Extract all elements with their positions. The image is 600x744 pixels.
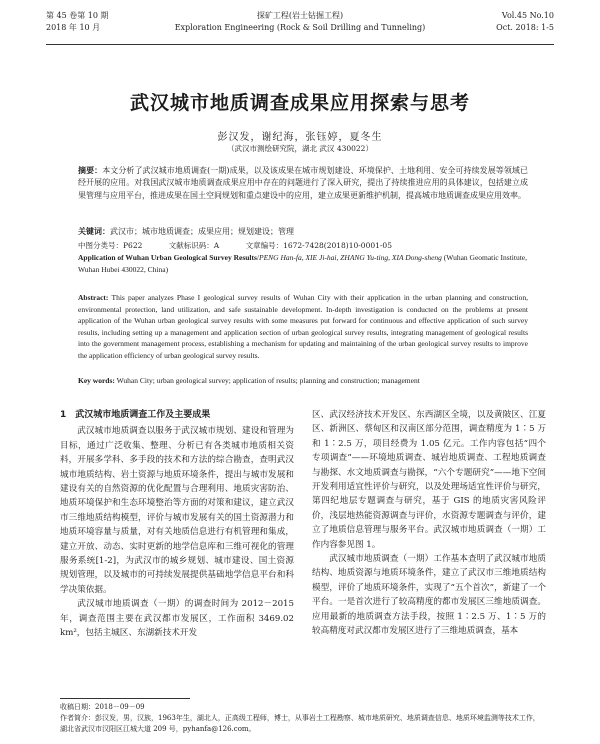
body-column-right: [312, 408, 546, 639]
journal-zh: 探矿工程(岩土钻掘工程): [256, 11, 344, 20]
header-center: [46, 10, 554, 34]
keywords-en: [78, 375, 528, 387]
body-paragraph: 区、武汉经济技术开发区、东西湖区全境，以及黄陂区、江夏区、新洲区、蔡甸区和汉南区部分范围，调查精度为 1∶5 万和 1∶2.5 万，项目经费为 1.05 亿元。工作内容包括“四个专项调查”——环境地质调查、城岩地质调查、工程地质调查与勘探、水文地质调查与勘探，“六个专题研究”——地下空间开发利用适宜性评价与研究，以及处理场适宜性评价与研究，第四纪地层专题调查与研究，基于 GIS 的地质灾害风险评价，浅层地热能资源调查与评价，水资源专题调查与评价，建立了地质信息管理与服务平台。武汉城市地质调查（一期）工作内容参见图 1。: [312, 410, 546, 550]
abstract-zh-text: 本文分析了武汉城市地质调查(一期)成果，以及该成果在城市规划建设、环境保护、土地利用、安全可持续发展等领域已经开展的应用。对我国武汉城市地质调查成果应用中存在的问题进行了深入研究，提出了持续推进应用的具体建议，包括建立成果管理与应用平台，推进成果在国土空间规划和重点建设中的应用，建立成果更新维护机制，提高城市地质调查成果应用效率。: [78, 166, 528, 200]
paper-title: 武汉城市地质调查成果应用探索与思考: [129, 92, 470, 114]
keywords-zh: [78, 225, 528, 238]
body-column-left: [60, 408, 294, 641]
running-header: [46, 10, 554, 46]
affiliation: （武汉市测绘研究院，湖北 武汉 430022）: [227, 144, 373, 153]
vol-en: Vol.45 No.10: [501, 11, 554, 20]
section-heading: 1 武汉城市地质调查工作及主要成果: [60, 410, 211, 420]
received-date: 收稿日期：2018－09－09: [60, 703, 145, 711]
english-affiliation: (Wuhan Geomatic Institute, Wuhan Hubei 430022, China): [78, 253, 528, 274]
volume-issue: 第 45 卷第 10 期: [46, 11, 109, 20]
journal-en: Exploration Engineering (Rock & Soil Drilling and Tunneling): [174, 23, 426, 32]
body-paragraph: 武汉城市地质调查（一期）的调查时间为 2012－2015 年，调查范围主要在武汉都市发展区，工作面积 3469.02 km²，包括主城区、东湖新技术开发: [60, 599, 294, 639]
footnote-divider: [60, 698, 190, 699]
abstract-zh-label: 摘要：: [78, 165, 103, 175]
header-right: [496, 10, 554, 34]
date-zh: 2018 年 10 月: [46, 23, 101, 32]
english-title: Application of Wuhan Urban Geological Survey Results: [78, 253, 257, 262]
doc-code: 文献标识码：A: [168, 241, 220, 250]
keywords-zh-label: 关键词：: [78, 226, 110, 236]
keywords-en-text: Wuhan City; urban geological survey; application of results; planning and construction; management: [116, 376, 420, 385]
body-paragraph: 武汉城市地质调查以服务于武汉城市规划、建设和管理为目标，通过广泛收集、整理、分析已有各类城市地质相关资料，开展多学科、多手段的技术和方法的综合勘查，查明武汉城市地质结构、岩土资源与地质环境条件，提出与城市发展和建设有关的自然资源的优化配置与合理利用、地质灾害防治、地质环境保护和生态环境整治等方面的对策和建议，建立武汉市三维地质结构模型，评价与城市发展有关的国土资源潜力和地质环境容量与质量，对有关地质信息进行有机管理和集成，建立开放、动态、实时更新的地学信息库和三维可视化的管理服务系统[1-2]，为武汉市的城乡规划、城市建设、国土资源规划管理，以及城市的可持续发展提供基础地学信息平台和科学决策依据。: [60, 426, 294, 595]
body-paragraph: 武汉城市地质调查（一期）工作基本查明了武汉城市地质结构、地质资源与地质环境条件，建立了武汉市三维地质结构模型，评价了地质环境条件，实现了“五个首次”，新建了一个平台。一是首次进行了较高精度的都市发展区三维地质调查。应用最新的地质调查方法手段，按照 1∶2.5 万、1∶5 万的较高精度对武汉都市发展区进行了三维地质调查，基本: [312, 554, 546, 637]
keywords-zh-text: 武汉市；城市地质调查；成果应用；规划建设；管理: [110, 227, 294, 236]
abstract-en: [78, 292, 528, 362]
keywords-en-label: Key words:: [78, 376, 115, 385]
footnote: [60, 702, 540, 735]
author-info: 作者简介：彭汉发，男，汉族，1963年生，湖北人，正高级工程师，博士，从事岩土工程勘察、城市地质研究、地质调查信息、地质环境监测等技术工作，湖北省武汉市汉阳区江城大道 209 号，pyhanfa@126.com。: [60, 714, 540, 733]
authors: 彭汉发，谢纪海，张钰婷，夏冬生: [217, 132, 383, 143]
clc-code: 中图分类号：P622: [78, 241, 143, 250]
english-authors: PENG Han-fa, XIE Ji-hai, ZHANG Yu-ting, XIA Dong-sheng: [259, 253, 442, 262]
abstract-en-label: Abstract:: [78, 293, 109, 302]
article-number: 文章编号：1672-7428(2018)10-0001-05: [245, 241, 392, 250]
english-title-block: Application of Wuhan Urban Geological Survey Results/PENG Han-fa, XIE Ji-hai, ZHANG Yu-ting, XIA Dong-sheng (Wuhan Geomatic Institute, Wuhan Hubei 430022, China): [78, 253, 528, 274]
header-divider: [46, 44, 554, 45]
abstract-en-text: This paper analyzes Phase I geological survey results of Wuhan City with their application in the urban planning and construction, environmental protection, land utilization, and safe sustainable development. In-depth investigation is conducted on the problems at present application of the Wuhan urban geological survey results with some measures put forward for continuous and effective application of such survey results, including setting up a management and application section of urban geological survey results, integrating management of geological results into the government management process, establishing a mechanism for updating and maintaining of the urban geological survey results to improve the application efficiency of urban geological survey results.: [78, 293, 528, 360]
abstract-zh: [78, 164, 528, 202]
date-en: Oct. 2018: 1-5: [496, 23, 554, 32]
classification-line: [78, 240, 538, 252]
